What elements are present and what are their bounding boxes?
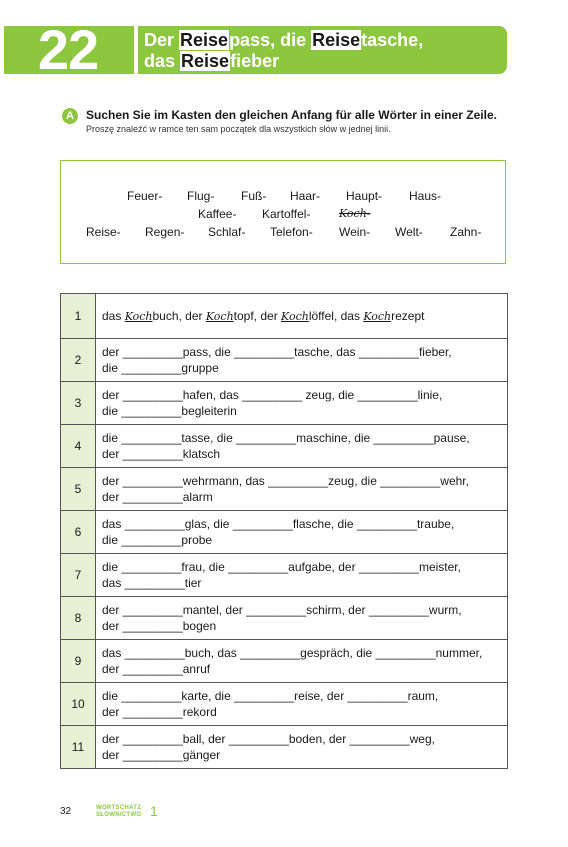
word-box-item: Kartoffel- <box>262 207 311 221</box>
exercise-table <box>60 293 508 769</box>
task-translation: Proszę znaleźć w ramce ten sam początek dla wszystkich słów w jednej linii. <box>86 124 391 134</box>
word-box-item: Fuß- <box>241 189 267 203</box>
word-box-item: Regen- <box>145 225 185 239</box>
row-number: 7 <box>61 554 96 597</box>
word-box-item: Haupt- <box>346 189 383 203</box>
table-row <box>61 597 508 640</box>
word-box <box>60 160 506 264</box>
table-row <box>61 425 508 468</box>
handwritten-answer: Koch <box>205 309 234 323</box>
word-box-item: Reise- <box>86 225 121 239</box>
header-divider <box>134 26 138 74</box>
word-box-item: Kaffee- <box>198 207 237 221</box>
row-text: das _________glas, die _________flasche, die _________traube, die _________probe <box>96 511 508 554</box>
row-text: die _________karte, die _________reise, der _________raum, der _________rekord <box>96 683 508 726</box>
word-box-item: Wein- <box>339 225 371 239</box>
word-box-item: Haus- <box>409 189 442 203</box>
row-number: 4 <box>61 425 96 468</box>
footer-section-label: WORTSCHATZ SŁOWNICTWO <box>96 805 142 818</box>
row-number: 2 <box>61 339 96 382</box>
row-number: 10 <box>61 683 96 726</box>
row-number: 3 <box>61 382 96 425</box>
row-text: das _________buch, das _________gespräch, die _________nummer, der _________anruf <box>96 640 508 683</box>
word-box-item: Telefon- <box>270 225 313 239</box>
table-row <box>61 339 508 382</box>
row-number: 9 <box>61 640 96 683</box>
word-box-item: Flug- <box>187 189 215 203</box>
row-text: der _________hafen, das _________ zeug, die _________linie, die _________begleiterin <box>96 382 508 425</box>
row-text: die _________tasse, die _________maschine, die _________pause, der _________klatsch <box>96 425 508 468</box>
table-row <box>61 294 508 339</box>
chapter-header <box>4 18 507 81</box>
row-number: 8 <box>61 597 96 640</box>
example-answer: das Kochbuch, der Kochtopf, der Kochlöffel, das Kochrezept <box>96 294 508 339</box>
chapter-number: 22 <box>37 18 99 81</box>
word-box-item: Feuer- <box>127 189 163 203</box>
row-number: 1 <box>61 294 96 339</box>
handwritten-answer: Koch <box>124 309 153 323</box>
word-box-item: Haar- <box>290 189 321 203</box>
table-row <box>61 511 508 554</box>
table-row <box>61 554 508 597</box>
footer-volume: 1 <box>150 803 158 819</box>
word-box-item: Schlaf- <box>208 225 246 239</box>
task-instruction: Suchen Sie im Kasten den gleichen Anfang für alle Wörter in einer Zeile. <box>86 108 497 122</box>
page-number: 32 <box>60 806 72 817</box>
table-row <box>61 726 508 769</box>
word-box-item: Zahn- <box>450 225 482 239</box>
table-row <box>61 382 508 425</box>
word-box-item: Welt- <box>395 225 423 239</box>
chapter-title: Der Reisepass, die Reisetasche, das Reisefieber <box>144 30 424 71</box>
row-text: der _________pass, die _________tasche, das _________fieber, die _________gruppe <box>96 339 508 382</box>
handwritten-answer: Koch <box>363 309 392 323</box>
word-box-item-crossed: Koch- <box>339 207 371 220</box>
handwritten-answer: Koch <box>281 309 309 323</box>
table-row <box>61 640 508 683</box>
row-text: die _________frau, die _________aufgabe, der _________meister, das _________tier <box>96 554 508 597</box>
row-text: der _________wehrmann, das _________zeug, die _________wehr, der _________alarm <box>96 468 508 511</box>
row-number: 5 <box>61 468 96 511</box>
row-number: 6 <box>61 511 96 554</box>
table-row <box>61 468 508 511</box>
row-number: 11 <box>61 726 96 769</box>
row-text: der _________ball, der _________boden, der _________weg, der _________gänger <box>96 726 508 769</box>
row-text: der _________mantel, der _________schirm, der _________wurm, der _________bogen <box>96 597 508 640</box>
task-badge: A <box>62 108 78 124</box>
table-row <box>61 683 508 726</box>
